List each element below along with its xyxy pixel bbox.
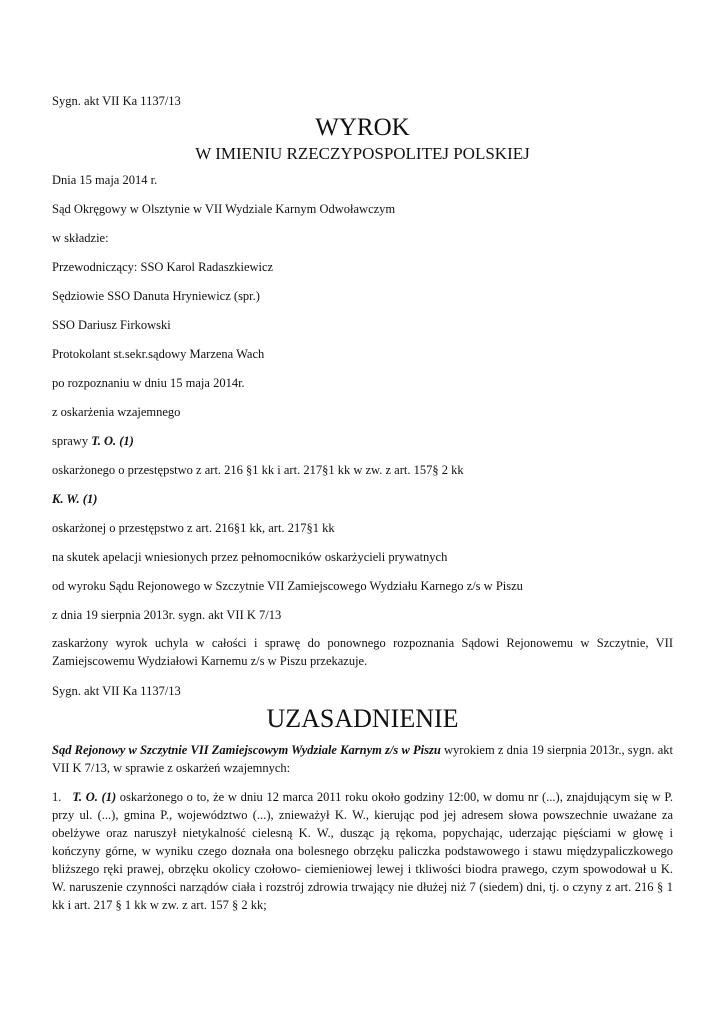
court-name: Sąd Okręgowy w Olsztynie w VII Wydziale Karnym Odwoławczym <box>52 202 396 216</box>
case-of-line <box>52 433 134 449</box>
court-clerk: Protokolant st.sekr.sądowy Marzena Wach <box>52 347 265 361</box>
judgment-title: WYROK <box>315 114 410 141</box>
item-number: 1. <box>52 790 62 804</box>
item-text: oskarżonego o to, że w dniu 12 marca 2011 roku około godziny 12:00, w domu nr (...), znajdującym się w P. przy ul. (...), gmina P., województwo (...), znieważył K. W., kierując pod jej adresem słowa powszechnie uważane za obelżywe oraz naruszył nietykalność cielesną K. W., dusząc ją rękoma, popychając, uderzając pięściami w głowę i kończyny górne, w wyniku czego doznała ona bolesnego obrzęku paliczka podstawowego i stawu międzypaliczkowego bliższego ręki prawej, obrzęku okolicy czołowo- ciemieniowej lewej i tkliwości biodra prawego, czym spowodował u K. W. naruszenie czynności narządów ciała i rozstrój zdrowia trwający nie dłużej niż 7 (siedem) dni, tj. o czyny z art. 216 § 1 kk i art. 217 § 1 kk w zw. z art. 157 § 2 kk; <box>52 790 674 912</box>
defendant-one: T. O. (1) <box>91 434 134 448</box>
judges-line: Sędziowie SSO Danuta Hryniewicz (spr.) <box>52 289 260 303</box>
judgment-of-line: od wyroku Sądu Rejonowego w Szczytnie VII Zamiejscowego Wydziału Karnego z/s w Piszu <box>52 579 523 593</box>
presiding-judge: Przewodniczący: SSO Karol Radaszkiewicz <box>52 260 274 274</box>
hearing-date: po rozpoznaniu w dniu 15 maja 2014r. <box>52 376 245 390</box>
judgment-date-line: z dnia 19 sierpnia 2013r. sygn. akt VII K 7/13 <box>52 608 282 622</box>
judgment-subtitle: W IMIENIU RZECZYPOSPOLITEJ POLSKIEJ <box>195 144 530 163</box>
judge-second: SSO Dariusz Firkowski <box>52 318 171 332</box>
case-number-top: Sygn. akt VII Ka 1137/13 <box>52 94 181 108</box>
ruling-paragraph: zaskarżony wyrok uchyla w całości i sprawę do ponownego rozpoznania Sądowi Rejonowemu w Szczytnie, VII Zamiejscowemu Wydziałowi Karnemu z/s w Piszu przekazuje. <box>52 636 673 668</box>
appeal-line: na skutek apelacji wniesionych przez pełnomocników oskarżycieli prywatnych <box>52 550 448 564</box>
justification-title: UZASADNIENIE <box>266 704 459 733</box>
intro-rest: wyrokiem z dnia 19 sierpnia 2013r., sygn. akt VII K 7/13, w sprawie z oskarżeń wzajemnych: <box>52 743 673 775</box>
charge-item-1 <box>52 788 673 914</box>
case-number-bottom: Sygn. akt VII Ka 1137/13 <box>52 684 181 698</box>
item-defendant: T. O. (1) <box>72 790 117 804</box>
charge-two: oskarżonej o przestępstwo z art. 216§1 kk, art. 217§1 kk <box>52 521 335 535</box>
case-prefix: sprawy <box>52 434 92 448</box>
mutual-accusation: z oskarżenia wzajemnego <box>52 405 181 419</box>
justification-intro <box>52 741 673 777</box>
defendant-two: K. W. (1) <box>52 492 98 506</box>
lower-court-name: Sąd Rejonowy w Szczytnie VII Zamiejscowym Wydziale Karnym z/s w Piszu <box>52 743 441 757</box>
composition-label: w składzie: <box>52 231 109 245</box>
judgment-date: Dnia 15 maja 2014 r. <box>52 173 158 187</box>
charge-one: oskarżonego o przestępstwo z art. 216 §1 kk i art. 217§1 kk w zw. z art. 157§ 2 kk <box>52 463 464 477</box>
